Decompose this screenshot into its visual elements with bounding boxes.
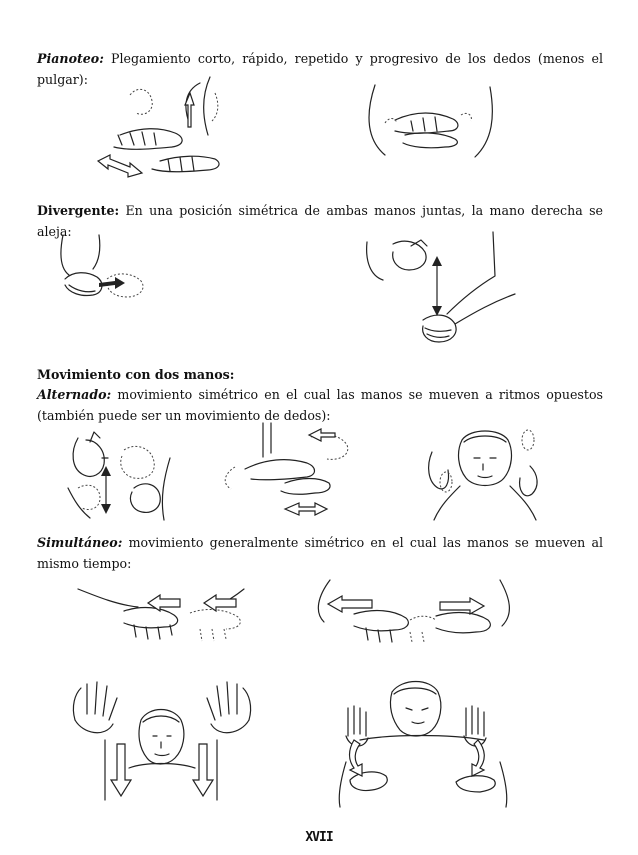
alternado-illustration-center bbox=[215, 423, 365, 523]
simultaneo-term: Simultáneo: bbox=[37, 535, 123, 550]
divergente-text: En una posición simétrica de ambas manos juntas, la mano derecha se aleja: bbox=[37, 203, 603, 239]
pianoteo-term: Pianoteo: bbox=[37, 51, 104, 66]
divergente-illustration-left bbox=[55, 235, 155, 315]
simultaneo-text: movimiento generalmente simétrico en el cual las manos se mueven al mismo tiempo: bbox=[37, 535, 603, 571]
pianoteo-text: Plegamiento corto, rápido, repetido y progresivo de los dedos (menos el pulgar): bbox=[37, 51, 603, 87]
alternado-text: movimiento simétrico en el cual las manos se mueven a ritmos opuestos (también puede ser un movimiento de dedos): bbox=[37, 387, 603, 423]
simultaneo-illustration-top-right bbox=[310, 580, 515, 650]
divergente-illustration-right bbox=[365, 232, 515, 352]
pianoteo-illustration-right bbox=[355, 85, 505, 175]
page-number: XVII bbox=[305, 830, 333, 845]
alternado-illustration-right bbox=[420, 422, 550, 522]
dos-manos-heading: Movimiento con dos manos: bbox=[37, 367, 235, 382]
alternado-paragraph bbox=[37, 384, 603, 426]
pianoteo-illustration-left bbox=[90, 75, 250, 187]
simultaneo-illustration-top-left bbox=[78, 585, 253, 645]
divergente-term: Divergente: bbox=[37, 203, 120, 218]
simultaneo-illustration-bottom-left bbox=[65, 680, 260, 800]
simultaneo-paragraph bbox=[37, 532, 603, 574]
alternado-term: Alternado: bbox=[37, 387, 112, 402]
simultaneo-illustration-bottom-right bbox=[320, 672, 525, 807]
alternado-illustration-left bbox=[60, 428, 180, 520]
